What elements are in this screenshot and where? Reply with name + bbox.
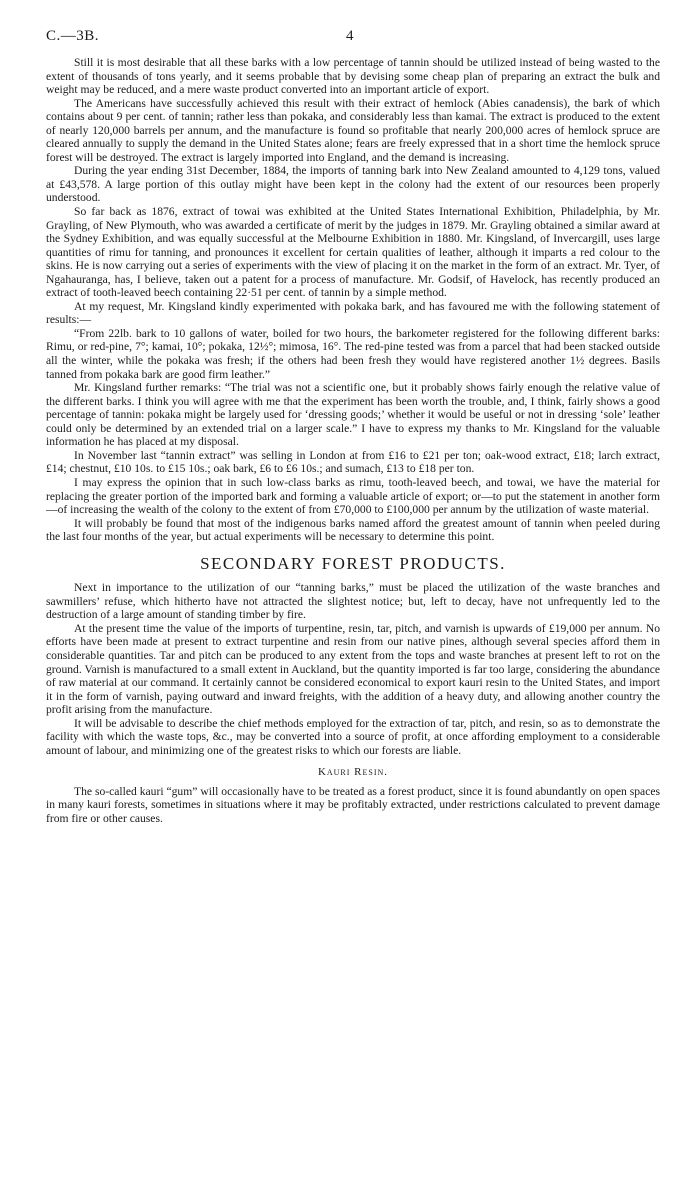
paragraph: I may express the opinion that in such low-class barks as rimu, tooth-leaved beech, and towai, we have the material for replacing the greater portion of the imported bark and forming a valuable article of export; or—to put the statement in another form—of increasing the wealth of the colony to the extent of from £70,000 to £100,000 per annum by the utilization of waste material. — [46, 475, 660, 517]
paragraph: In November last “tannin extract” was selling in London at from £16 to £21 per ton; oak-wood extract, £18; larch extract, £14; chestnut, £10 10s. to £15 10s.; oak bark, £6 to £6 10s.; and sumach, £13 to £18 per ton. — [46, 448, 660, 476]
section-heading: SECONDARY FOREST PRODUCTS. — [200, 553, 506, 573]
paragraph: Next in importance to the utilization of our “tanning barks,” must be placed the utilization of the waste branches and sawmillers’ refuse, which hitherto have not attracted the slightest notice; but, left to decay, have not unfrequently led to the destruction of a large amount of standing timber by fire. — [46, 581, 660, 622]
paragraph: At my request, Mr. Kingsland kindly experimented with pokaka bark, and has favoured me with the following statement of results:— — [46, 299, 660, 327]
paragraph: So far back as 1876, extract of towai was exhibited at the United States International Exhibition, Philadelphia, by Mr. Grayling, of New Plymouth, who was awarded a certificate of merit by the judges in 1879. Mr. Grayling obtained a similar award at the Sydney Exhibition, and was equally successful at the Melbourne Exhibition in 1880. Mr. Kingsland, of Invercargill, uses large quantities of rimu for tanning, and pronounces it excellent for certain qualities of leather, although it imparts a red colour to the skins. He is now carrying out a series of experiments with the view of placing it on the market in the form of an extract. Mr. Tyer, of Ngahauranga, has, I believe, taken out a patent for a process of manufacture. Mr. Godsif, of Havelock, has recently produced an extract of tooth-leaved beech containing 22·51 per cent. of tannin by a simple method. — [46, 205, 660, 300]
paragraph: The Americans have successfully achieved this result with their extract of hemlock (Abies canadensis), the bark of which contains about 9 per cent. of tannin; rather less than pokaka, and considerably less than kamai. The extract is produced to the extent of nearly 120,000 barrels per annum, and the manufacture is found so profitable that nearly 200,000 acres of hemlock spruce are cleared annually to supply the demand in the United States alone; fears are freely expressed that in a short time the hemlock spruce forest will be destroyed. The extract is largely imported into England, and the demand is increasing. — [46, 96, 660, 164]
paragraph: The so-called kauri “gum” will occasionally have to be treated as a forest product, since it is found abundantly on open spaces in many kauri forests, sometimes in situations where it may be profitably extracted, under restrictions calculated to prevent damage from fire or other causes. — [46, 784, 660, 825]
paragraph: It will be advisable to describe the chief methods employed for the extraction of tar, pitch, and resin, so as to demonstrate the facility with which the waste tops, &c., may be converted into a source of profit, at once affording employment to a considerable amount of labour, and minimizing one of the greatest risks to which our forests are liable. — [46, 716, 660, 757]
quoted-paragraph: “From 22lb. bark to 10 gallons of water, boiled for two hours, the barkometer registered for the following different barks: Rimu, or red-pine, 7°; kamai, 10°; pokaka, 12½°; mimosa, 16°. The red-pine tested was from a parcel that had been stacked outside all the winter, while the pokaka was fresh; if the others had been fresh they would have registered another 1½ degrees. Basils tanned from pokaka bark are good firm leather.” — [46, 326, 660, 381]
page-number: 4 — [346, 28, 354, 44]
document-reference: C.—3B. — [46, 28, 100, 44]
paragraph: Still it is most desirable that all these barks with a low percentage of tannin should be utilized instead of being wasted to the extent of thousands of tons yearly, and it seems probable that by devising some cheap plan of preparing an extract the bulk and weight may be reduced, and a mere waste product converted into an important article of export. — [46, 56, 660, 97]
paragraph: At the present time the value of the imports of turpentine, resin, tar, pitch, and varnish is upwards of £19,000 per annum. No efforts have been made at present to extract turpentine and resin from our native pines, although several species afford them in considerable quantities. Tar and pitch can be produced to any extent from the tops and waste branches at present left to rot on the ground. Varnish is manufactured to a small extent in Auckland, but the quantity imported is far too large, considering the abundance of raw material at our command. It certainly cannot be considered economical to export kauri resin to the United States, and import it in the form of varnish, paying outward and inward freights, with the addition of a heavy duty, and allowing another country the profit arising from the manufacture. — [46, 621, 660, 717]
page-header — [46, 30, 660, 56]
body-text-top — [46, 56, 660, 544]
subsection-body — [46, 785, 660, 826]
subsection-heading: Kauri Resin. — [317, 766, 389, 779]
paragraph: It will probably be found that most of the indigenous barks named afford the greatest amount of tannin when peeled during the last four months of the year, but actual experiments will be necessary to determine this point. — [46, 516, 660, 544]
section-body — [46, 581, 660, 757]
paragraph: Mr. Kingsland further remarks: “The trial was not a scientific one, but it probably shows fairly enough the relative value of the different barks. I think you will agree with me that the experiment has been worth the trouble, and, I think, fairly shows a good percentage of tannin: pokaka might be largely used for ‘dressing goods;’ whether it would be useful or not in dressing ‘sole’ leather could only be determined by an extended trial on a larger scale.” I have to express my thanks to Mr. Kingsland for the valuable information he has placed at my disposal. — [46, 381, 660, 449]
paragraph: During the year ending 31st December, 1884, the imports of tanning bark into New Zealand amounted to 4,129 tons, valued at £43,578. A large portion of this outlay might have been kept in the colony had the extent of our resources been properly understood. — [46, 164, 660, 205]
